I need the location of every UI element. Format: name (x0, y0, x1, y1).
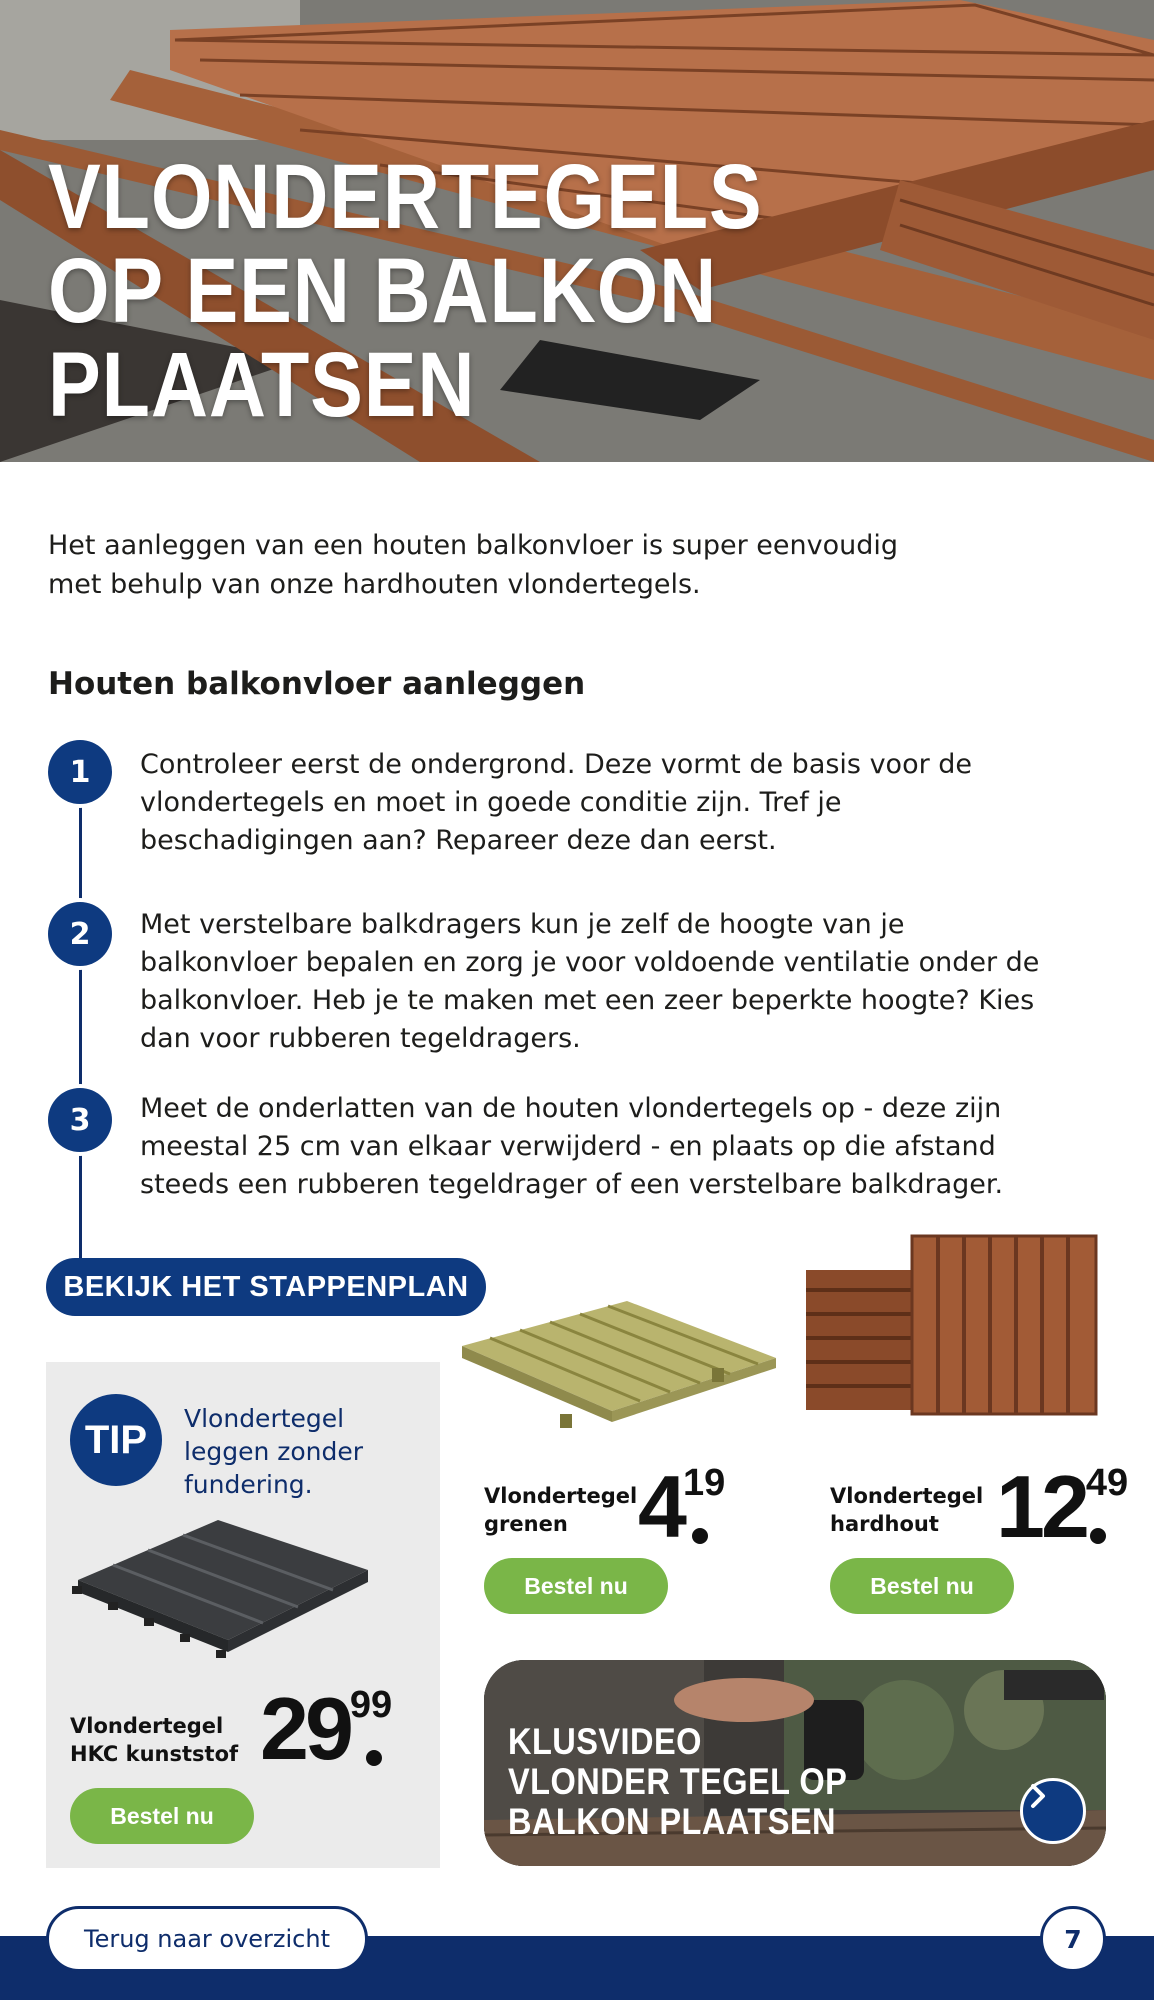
order-button-hardhout[interactable]: Bestel nu (830, 1558, 1014, 1614)
composite-tile-image (68, 1510, 368, 1680)
price-integer: 4 (638, 1457, 683, 1556)
back-to-overview-button[interactable]: Terug naar overzicht (46, 1906, 368, 1972)
price-integer: 12 (996, 1457, 1086, 1556)
tip-product-name-line1: Vlondertegel (70, 1714, 224, 1738)
price-integer: 29 (260, 1679, 350, 1778)
tip-text: Vlondertegel leggen zonder fundering. (184, 1404, 364, 1499)
hero-title-line3: PLAATSEN (48, 334, 476, 436)
order-button-grenen[interactable]: Bestel nu (484, 1558, 668, 1614)
chevron-right-icon[interactable] (1020, 1778, 1086, 1844)
tip-product-name-line2: HKC kunststof (70, 1742, 239, 1766)
video-title-line3: BALKON PLAATSEN (508, 1801, 836, 1842)
timeline-line (79, 772, 82, 1262)
video-card[interactable] (484, 1660, 1106, 1866)
step-number-3: 3 (48, 1088, 112, 1152)
hero-title-line2: OP EEN BALKON (48, 240, 718, 342)
step-number-1: 1 (48, 740, 112, 804)
hero-title (48, 146, 763, 436)
section-heading: Houten balkonvloer aanleggen (48, 666, 586, 702)
pine-tile-image (462, 1296, 778, 1436)
video-title-line1: KLUSVIDEO (508, 1721, 702, 1762)
step-text-2: Met verstelbare balkdragers kun je zelf de hoogte van je balkonvloer bepalen en zorg je voor voldoende ventilatie onder de balkonvloer. Heb je te maken met een zeer beperkte hoogte? Kies dan voor rubberen tegeldragers. (140, 909, 1040, 1054)
price-decimals: 19 (682, 1462, 726, 1504)
product-price-grenen (638, 1456, 725, 1558)
product-name-hardhout (830, 1482, 983, 1538)
product-name-grenen-line2: grenen (484, 1512, 568, 1536)
tip-product-name (70, 1712, 238, 1768)
order-button-hkc[interactable]: Bestel nu (70, 1788, 254, 1844)
product-price-hardhout (996, 1456, 1128, 1558)
page-number: 7 (1040, 1906, 1106, 1972)
price-dot (1090, 1528, 1106, 1544)
tip-product-price (260, 1678, 392, 1780)
intro-text: Het aanleggen van een houten balkonvloer is super eenvoudig met behulp van onze hardhouten vlondertegels. (48, 530, 899, 600)
hardwood-tile-image (804, 1234, 1098, 1416)
product-name-grenen-line1: Vlondertegel (484, 1484, 638, 1508)
hero-title-line1: VLONDERTEGELS (48, 146, 763, 248)
product-name-grenen (484, 1482, 637, 1538)
price-dot (692, 1528, 708, 1544)
video-title-line2: VLONDER TEGEL OP (508, 1761, 848, 1802)
product-name-hardhout-line1: Vlondertegel (830, 1484, 984, 1508)
tip-box (46, 1362, 440, 1868)
view-step-plan-button[interactable]: BEKIJK HET STAPPENPLAN (46, 1258, 486, 1316)
tip-badge: TIP (70, 1394, 162, 1486)
price-decimals: 49 (1085, 1462, 1129, 1504)
video-title (508, 1722, 847, 1842)
step-text-3: Meet de onderlatten van de houten vlondertegels op - deze zijn meestal 25 cm van elkaar verwijderd - en plaats op die afstand steeds een rubberen tegeldrager of een verstelbare balkdrager. (140, 1093, 1004, 1200)
step-text-1: Controleer eerst de ondergrond. Deze vormt de basis voor de vlondertegels en moet in goede conditie zijn. Tref je beschadigingen aan? Repareer deze dan eerst. (140, 749, 973, 856)
hero-banner (0, 0, 1154, 462)
price-decimals: 99 (349, 1684, 393, 1726)
step-number-2: 2 (48, 902, 112, 966)
price-dot (366, 1750, 382, 1766)
product-name-hardhout-line2: hardhout (830, 1512, 939, 1536)
